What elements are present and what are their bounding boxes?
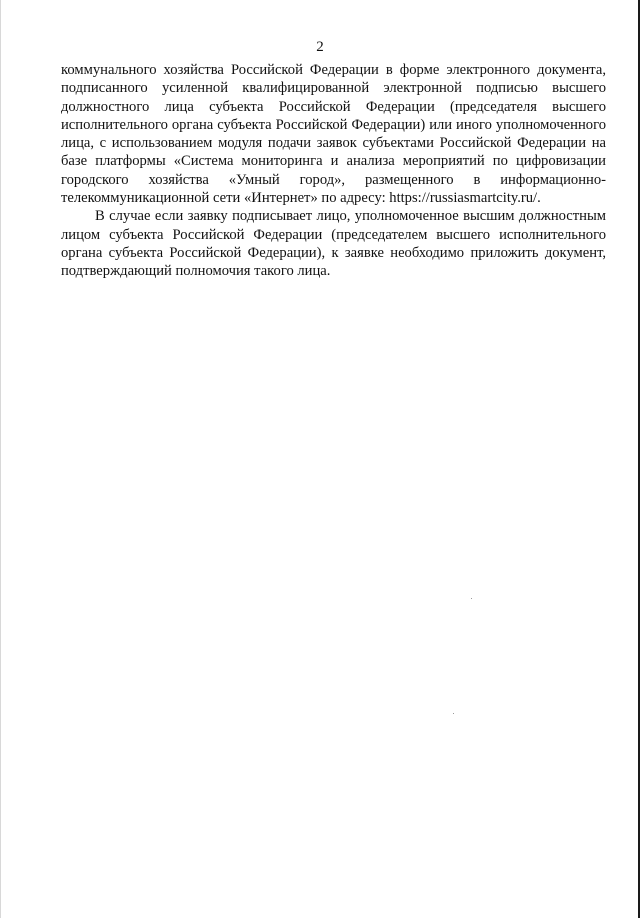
scan-speck — [471, 598, 472, 599]
page-number: 2 — [316, 39, 324, 55]
scan-left-edge — [0, 0, 1, 918]
paragraph-continuation: коммунального хозяйства Российской Федерации в форме электронного документа, подписанного усиленной квалифицированной электронной подписью высшего должностного лица субъекта Российской Федерации (председателя высшего исполнительного органа субъекта Российской Федерации) или иного уполномоченного лица, с использованием модуля подачи заявок субъектами Российской Федерации на базе платформы «Система мониторинга и анализа мероприятий по цифровизации городского хозяйства «Умный город», размещенного в информационно-телекоммуникационной сети «Интернет» по адресу: https://russiasmartcity.ru/. — [61, 62, 606, 207]
paragraph-authorization: В случае если заявку подписывает лицо, уполномоченное высшим должностным лицом субъекта Российской Федерации (председателем высшего исполнительного органа субъекта Российской Федерации), к заявке необходимо приложить документ, подтверждающий полномочия такого лица. — [61, 208, 606, 280]
document-body — [61, 61, 606, 281]
scan-speck — [453, 713, 454, 714]
